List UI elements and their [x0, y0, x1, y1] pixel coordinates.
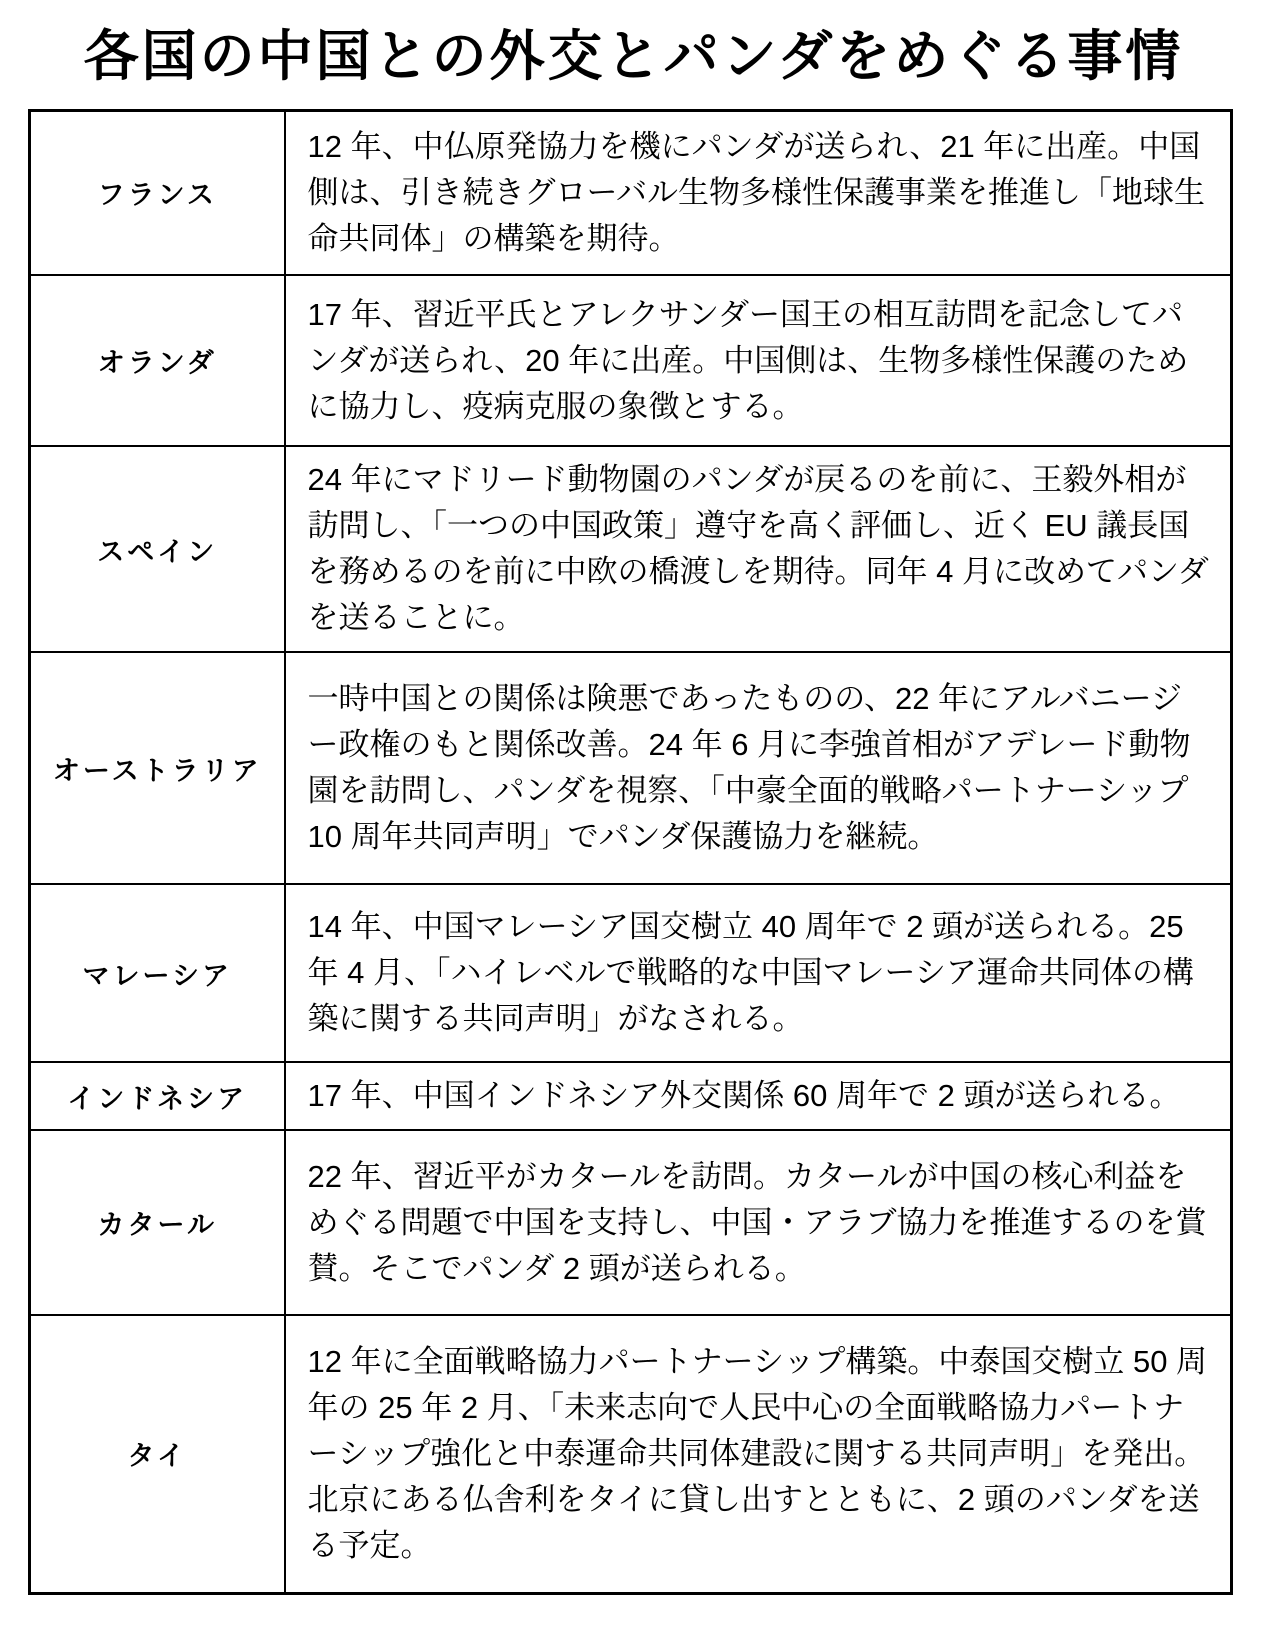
country-cell: オーストラリア: [30, 652, 285, 884]
country-cell: スペイン: [30, 446, 285, 652]
table-row-indonesia: [30, 1062, 1232, 1130]
description-cell: 一時中国との関係は険悪であったものの、22 年にアルバニージー政権のもと関係改善。24 年 6 月に李強首相がアデレード動物園を訪問し、パンダを視察、「中豪全面的戦略パートナーシップ 10 周年共同声明」でパンダ保護協力を継続。: [285, 652, 1232, 884]
table-row-netherlands: [30, 275, 1232, 446]
page-title: 各国の中国との外交とパンダをめぐる事情: [83, 25, 1184, 87]
table-body: [30, 110, 1232, 1593]
description-cell: 22 年、習近平がカタールを訪問。カタールが中国の核心利益をめぐる問題で中国を支持し、中国・アラブ協力を推進するのを賞賛。そこでパンダ 2 頭が送られる。: [285, 1130, 1232, 1315]
table-row-malaysia: [30, 884, 1232, 1062]
country-cell: カタール: [30, 1130, 285, 1315]
country-cell: インドネシア: [30, 1062, 285, 1130]
table-row-australia: [30, 652, 1232, 884]
table-row-france: [30, 110, 1232, 275]
table-row-thailand: [30, 1315, 1232, 1593]
description-cell: 12 年、中仏原発協力を機にパンダが送られ、21 年に出産。中国側は、引き続きグローバル生物多様性保護事業を推進し「地球生命共同体」の構築を期待。: [285, 110, 1232, 275]
table-row-spain: [30, 446, 1232, 652]
country-cell: フランス: [30, 110, 285, 275]
table-row-qatar: [30, 1130, 1232, 1315]
description-cell: 17 年、習近平氏とアレクサンダー国王の相互訪問を記念してパンダが送られ、20 年に出産。中国側は、生物多様性保護のために協力し、疫病克服の象徴とする。: [285, 275, 1232, 446]
description-cell: 14 年、中国マレーシア国交樹立 40 周年で 2 頭が送られる。25 年 4 月、「ハイレベルで戦略的な中国マレーシア運命共同体の構築に関する共同声明」がなされる。: [285, 884, 1232, 1062]
description-cell: 17 年、中国インドネシア外交関係 60 周年で 2 頭が送られる。: [285, 1062, 1232, 1130]
description-cell: 12 年に全面戦略協力パートナーシップ構築。中泰国交樹立 50 周年の 25 年 2 月、「未来志向で人民中心の全面戦略協力パートナーシップ強化と中泰運命共同体建設に関する共同声明」を発出。北京にある仏舎利をタイに貸し出すとともに、2 頭のパンダを送る予定。: [285, 1315, 1232, 1593]
panda-diplomacy-table: [28, 109, 1233, 1595]
country-cell: オランダ: [30, 275, 285, 446]
country-cell: マレーシア: [30, 884, 285, 1062]
country-cell: タイ: [30, 1315, 285, 1593]
description-cell: 24 年にマドリード動物園のパンダが戻るのを前に、王毅外相が訪問し、「一つの中国政策」遵守を高く評価し、近く EU 議長国を務めるのを前に中欧の橋渡しを期待。同年 4 月に改めてパンダを送ることに。: [285, 446, 1232, 652]
